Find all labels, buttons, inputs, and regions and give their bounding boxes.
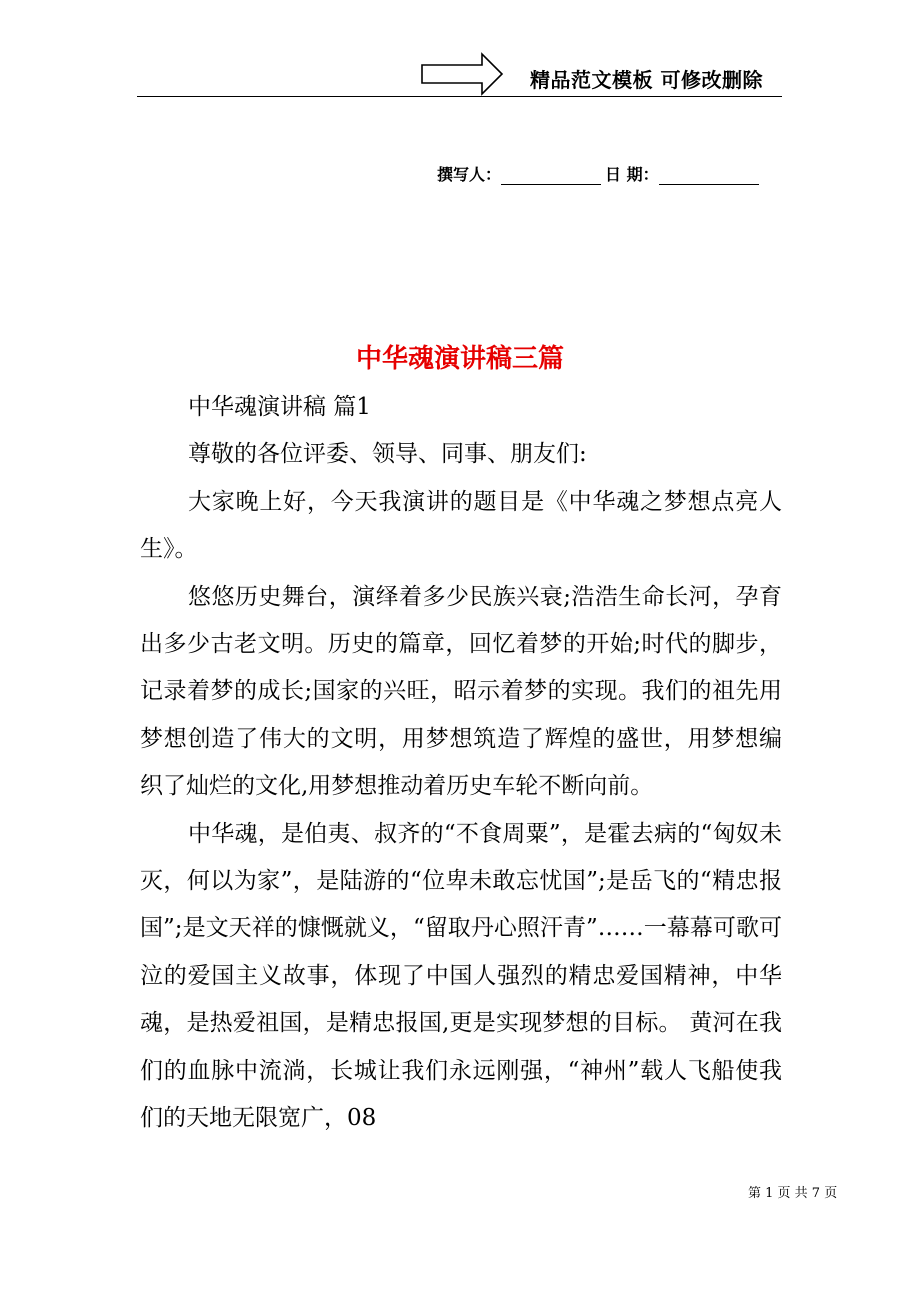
body-paragraph: 大家晚上好，今天我演讲的题目是《中华魂之梦想点亮人生》。: [140, 488, 782, 563]
right-arrow-outline-icon: [420, 52, 504, 96]
section-heading: 中华魂演讲稿 篇1: [188, 394, 371, 420]
body-paragraph: 中华魂，是伯夷、叔齐的“不食周粟”，是霍去病的“匈奴未灭，何以为家”，是陆游的“位卑未敢忘忧国”;是岳飞的“精忠报国”;是文天祥的慷慨就义，“留取丹心照汗青”……一幕幕可歌可泣的爱国主义故事，体现了中国人强烈的精忠爱国精神，中华魂，是热爱祖国，是精忠报国,更是实现梦想的目标。 黄河在我们的血脉中流淌，长城让我们永远刚强，“神州”载人飞船使我们的天地无限宽广，08: [140, 820, 782, 1132]
page-number-footer: 第 1 页 共 7 页: [748, 1186, 838, 1201]
author-label: 撰写人：: [437, 165, 502, 184]
document-body: [140, 384, 782, 1143]
author-blank-line: [501, 166, 601, 185]
salutation: 尊敬的各位评委、领导、同事、朋友们:: [188, 441, 587, 468]
header-template-label: 精品范文模板 可修改删除: [530, 68, 763, 92]
document-title: 中华魂演讲稿三篇: [355, 344, 564, 374]
date-label: 日 期：: [605, 165, 659, 184]
date-blank-line: [659, 166, 759, 185]
header-divider: [137, 96, 782, 97]
author-date-row: [437, 162, 759, 185]
body-paragraph: 悠悠历史舞台，演绎着多少民族兴衰;浩浩生命长河，孕育出多少古老文明。历史的篇章，回忆着梦的开始;时代的脚步，记录着梦的成长;国家的兴旺，昭示着梦的实现。我们的祖先用梦想创造了伟大的文明，用梦想筑造了辉煌的盛世，用梦想编织了灿烂的文化,用梦想推动着历史车轮不断向前。: [140, 583, 782, 800]
